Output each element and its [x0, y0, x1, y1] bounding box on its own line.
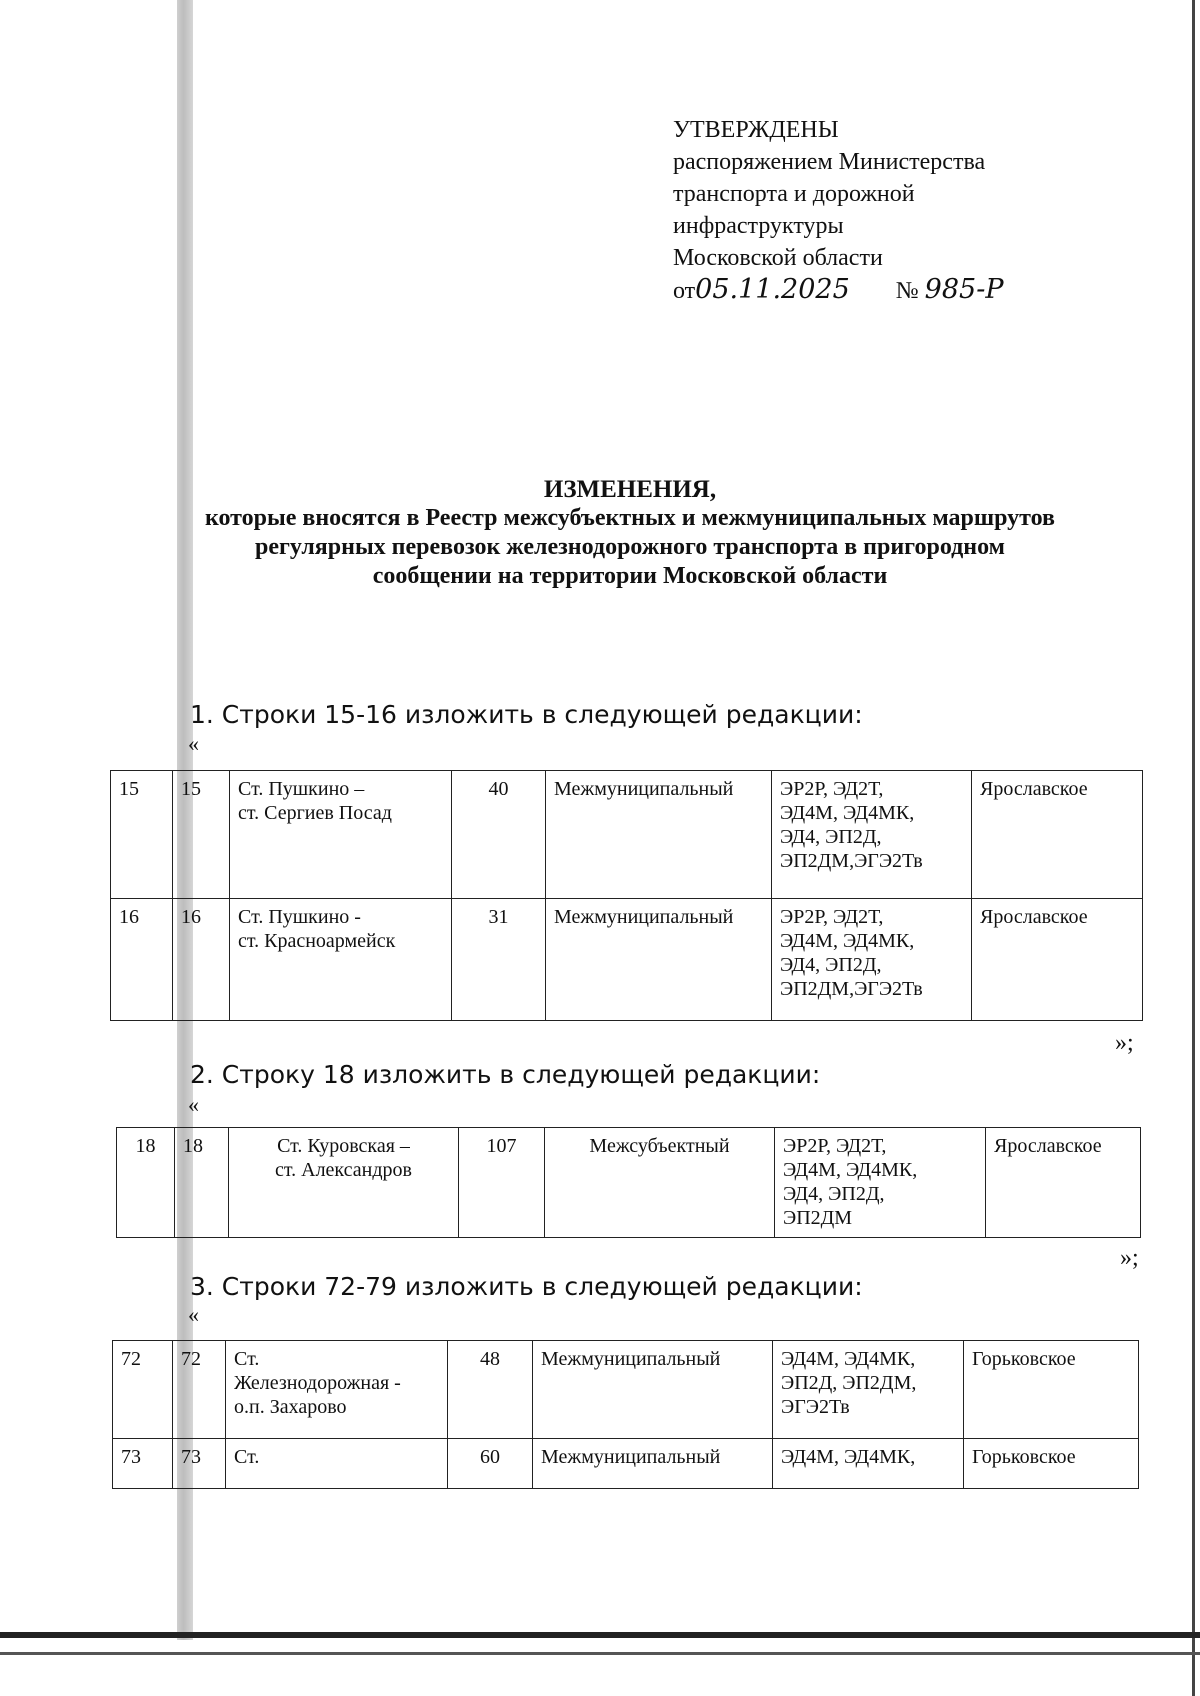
route-cell: Ст. Куровская – ст. Александров: [229, 1128, 459, 1238]
route-type-cell: Межмуниципальный: [546, 771, 772, 899]
table-row: [113, 1341, 1139, 1439]
title-line: сообщении на территории Московской области: [372, 563, 888, 589]
rolling-stock-cell: ЭР2Р, ЭД2Т, ЭД4М, ЭД4МК, ЭД4, ЭП2Д, ЭП2ДМ,ЭГЭ2Тв: [772, 899, 972, 1021]
route-type-cell: Межмуниципальный: [533, 1439, 773, 1489]
route-number-cell: 72: [173, 1341, 226, 1439]
handwritten-number: 985-Р: [924, 274, 1004, 305]
registry-table: [110, 770, 1143, 1021]
route-number-cell: 15: [173, 771, 230, 899]
length-cell: 60: [448, 1439, 533, 1489]
approval-block: [673, 114, 1093, 307]
table-row: [113, 1439, 1139, 1489]
route-type-cell: Межмуниципальный: [546, 899, 772, 1021]
section-heading: 2. Строку 18 изложить в следующей редакции:: [190, 1060, 821, 1089]
approval-line: распоряжением Министерства: [673, 149, 986, 175]
close-quote: »;: [1120, 1245, 1139, 1271]
direction-cell: Горьковское: [964, 1341, 1139, 1439]
route-type-cell: Межмуниципальный: [533, 1341, 773, 1439]
row-number-cell: 16: [111, 899, 173, 1021]
route-number-cell: 73: [173, 1439, 226, 1489]
registry-table: [116, 1127, 1141, 1238]
section-heading: 3. Строки 72-79 изложить в следующей редакции:: [190, 1272, 863, 1301]
table-row: [111, 771, 1143, 899]
row-number-cell: 73: [113, 1439, 173, 1489]
approval-date-line: [673, 274, 1093, 307]
number-prefix: №: [895, 278, 919, 304]
direction-cell: Горьковское: [964, 1439, 1139, 1489]
length-cell: 107: [459, 1128, 545, 1238]
open-quote: «: [188, 1092, 199, 1117]
route-cell: Ст.: [226, 1439, 448, 1489]
length-cell: 40: [452, 771, 546, 899]
approval-line: инфраструктуры: [673, 213, 844, 239]
registry-table: [112, 1340, 1139, 1489]
approval-line: транспорта и дорожной: [673, 181, 915, 207]
rolling-stock-cell: ЭР2Р, ЭД2Т, ЭД4М, ЭД4МК, ЭД4, ЭП2Д, ЭП2ДМ: [775, 1128, 986, 1238]
direction-cell: Ярославское: [986, 1128, 1141, 1238]
section-heading: 1. Строки 15-16 изложить в следующей редакции:: [190, 700, 863, 729]
handwritten-date: 05.11.2025: [695, 274, 850, 305]
title-line: регулярных перевозок железнодорожного транспорта в пригородном: [255, 534, 1005, 560]
length-cell: 48: [448, 1341, 533, 1439]
row-number-cell: 18: [117, 1128, 175, 1238]
rolling-stock-cell: ЭД4М, ЭД4МК,: [773, 1439, 964, 1489]
rolling-stock-cell: ЭД4М, ЭД4МК, ЭП2Д, ЭП2ДМ, ЭГЭ2Тв: [773, 1341, 964, 1439]
title-heading: ИЗМЕНЕНИЯ,: [543, 476, 717, 503]
length-cell: 31: [452, 899, 546, 1021]
route-number-cell: 16: [173, 899, 230, 1021]
rolling-stock-cell: ЭР2Р, ЭД2Т, ЭД4М, ЭД4МК, ЭД4, ЭП2Д, ЭП2ДМ,ЭГЭ2Тв: [772, 771, 972, 899]
scan-bottom-edge: [0, 1652, 1200, 1655]
open-quote: «: [188, 731, 199, 756]
route-cell: Ст. Железнодорожная - о.п. Захарово: [226, 1341, 448, 1439]
table-row: [111, 899, 1143, 1021]
route-cell: Ст. Пушкино – ст. Сергиев Посад: [230, 771, 452, 899]
approval-line: Московской области: [673, 245, 883, 271]
direction-cell: Ярославское: [972, 771, 1143, 899]
table-row: [117, 1128, 1141, 1238]
direction-cell: Ярославское: [972, 899, 1143, 1021]
date-prefix: от: [673, 278, 696, 304]
route-cell: Ст. Пушкино - ст. Красноармейск: [230, 899, 452, 1021]
title-line: которые вносятся в Реестр межсубъектных и межмуниципальных маршрутов: [204, 505, 1056, 531]
scan-bottom-edge: [0, 1632, 1200, 1638]
row-number-cell: 72: [113, 1341, 173, 1439]
row-number-cell: 15: [111, 771, 173, 899]
scan-edge: [1192, 0, 1195, 1696]
open-quote: «: [188, 1302, 199, 1327]
approval-heading: УТВЕРЖДЕНЫ: [673, 117, 839, 143]
document-title: [120, 475, 1140, 591]
close-quote: »;: [1115, 1030, 1134, 1056]
route-type-cell: Межсубъектный: [545, 1128, 775, 1238]
route-number-cell: 18: [175, 1128, 229, 1238]
